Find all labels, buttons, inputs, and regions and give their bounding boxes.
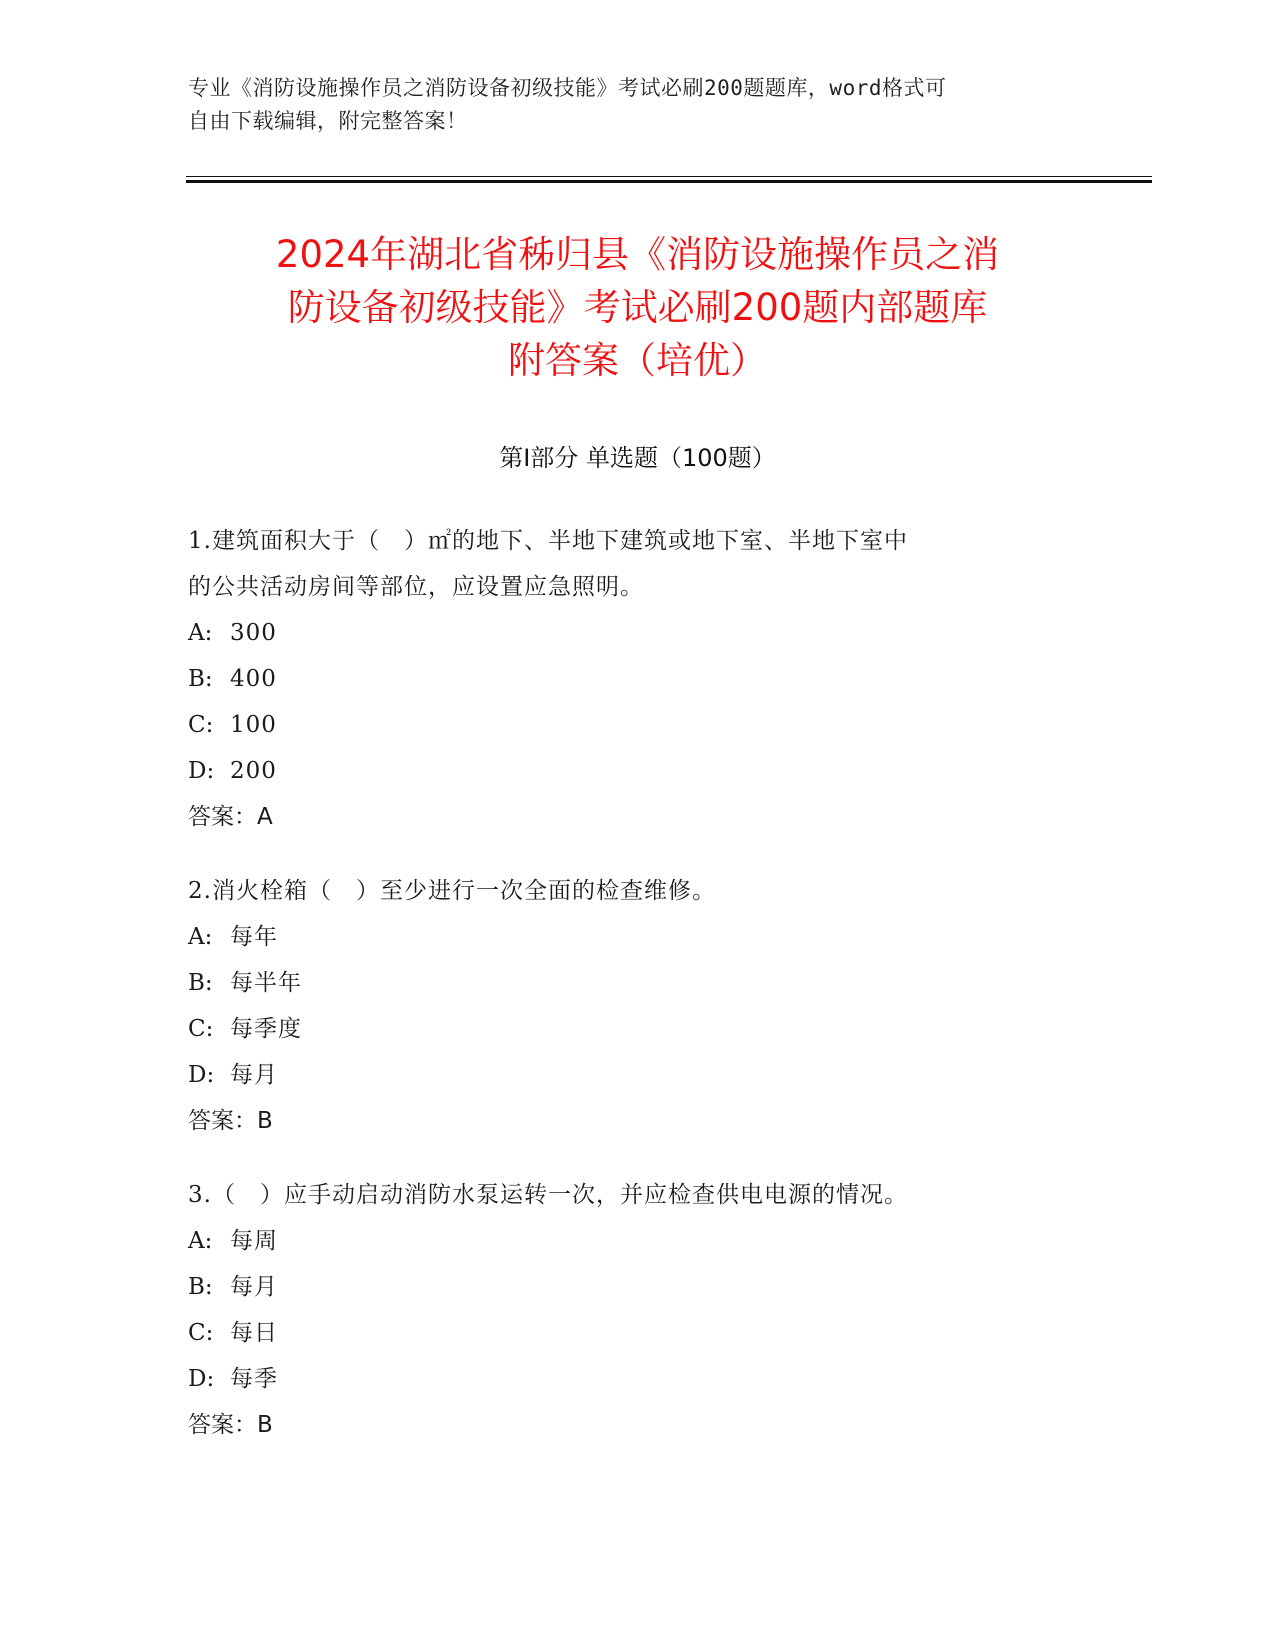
option-a <box>188 610 1068 656</box>
option-text: 每年 <box>230 924 278 950</box>
option-c <box>188 1310 1068 1356</box>
option-d <box>188 748 1068 794</box>
option-a <box>188 1218 1068 1264</box>
question-2 <box>188 868 1068 1144</box>
question-stem-line-2: 的公共活动房间等部位，应设置应急照明。 <box>188 574 644 600</box>
option-text: 每日 <box>230 1320 278 1346</box>
question-1 <box>188 518 1068 840</box>
option-letter: A: <box>188 924 213 950</box>
question-stem-line-1: 3.（ ）应手动启动消防水泵运转一次，并应检查供电电源的情况。 <box>188 1182 908 1208</box>
option-text: 每月 <box>230 1274 278 1300</box>
option-letter: B: <box>188 970 213 996</box>
option-text: 每月 <box>230 1062 278 1088</box>
option-text: 200 <box>230 758 277 784</box>
question-stem <box>188 518 1068 610</box>
option-d <box>188 1356 1068 1402</box>
option-text: 每季 <box>230 1366 278 1392</box>
option-letter: D: <box>188 1366 215 1392</box>
header-note-line-2: 自由下载编辑，附完整答案！ <box>188 109 468 133</box>
option-b <box>188 960 1068 1006</box>
header-note-line-1: 专业《消防设施操作员之消防设备初级技能》考试必刷200题题库，word格式可 <box>188 76 947 100</box>
question-stem-line-1: 1.建筑面积大于（ ）㎡的地下、半地下建筑或地下室、半地下室中 <box>188 528 908 554</box>
option-text: 400 <box>230 666 277 692</box>
option-text: 100 <box>230 712 277 738</box>
option-letter: A: <box>188 620 213 646</box>
document-title-line-1: 2024年湖北省秭归县《消防设施操作员之消 <box>275 233 1000 276</box>
header-note <box>188 72 1088 138</box>
option-letter: C: <box>188 712 214 738</box>
option-letter: B: <box>188 666 213 692</box>
section-heading: 第Ⅰ部分 单选题（100题） <box>499 444 776 472</box>
option-text: 300 <box>230 620 277 646</box>
option-c <box>188 702 1068 748</box>
document-title <box>170 228 1105 387</box>
option-letter: C: <box>188 1320 214 1346</box>
option-c <box>188 1006 1068 1052</box>
option-b <box>188 1264 1068 1310</box>
option-letter: A: <box>188 1228 213 1254</box>
option-letter: B: <box>188 1274 213 1300</box>
question-3 <box>188 1172 1068 1448</box>
header-divider-thin <box>186 176 1152 177</box>
answer: 答案：A <box>188 804 273 830</box>
answer: 答案：B <box>188 1412 273 1438</box>
answer: 答案：B <box>188 1108 273 1134</box>
option-a <box>188 914 1068 960</box>
header-divider-thick <box>186 180 1152 183</box>
option-letter: D: <box>188 1062 215 1088</box>
document-title-line-3: 附答案（培优） <box>508 339 767 382</box>
option-d <box>188 1052 1068 1098</box>
option-letter: D: <box>188 758 215 784</box>
option-letter: C: <box>188 1016 214 1042</box>
question-stem <box>188 1172 1068 1218</box>
question-stem <box>188 868 1068 914</box>
document-title-line-2: 防设备初级技能》考试必刷200题内部题库 <box>287 286 988 329</box>
option-b <box>188 656 1068 702</box>
option-text: 每半年 <box>230 970 302 996</box>
option-text: 每季度 <box>230 1016 302 1042</box>
question-stem-line-1: 2.消火栓箱（ ）至少进行一次全面的检查维修。 <box>188 878 716 904</box>
option-text: 每周 <box>230 1228 278 1254</box>
